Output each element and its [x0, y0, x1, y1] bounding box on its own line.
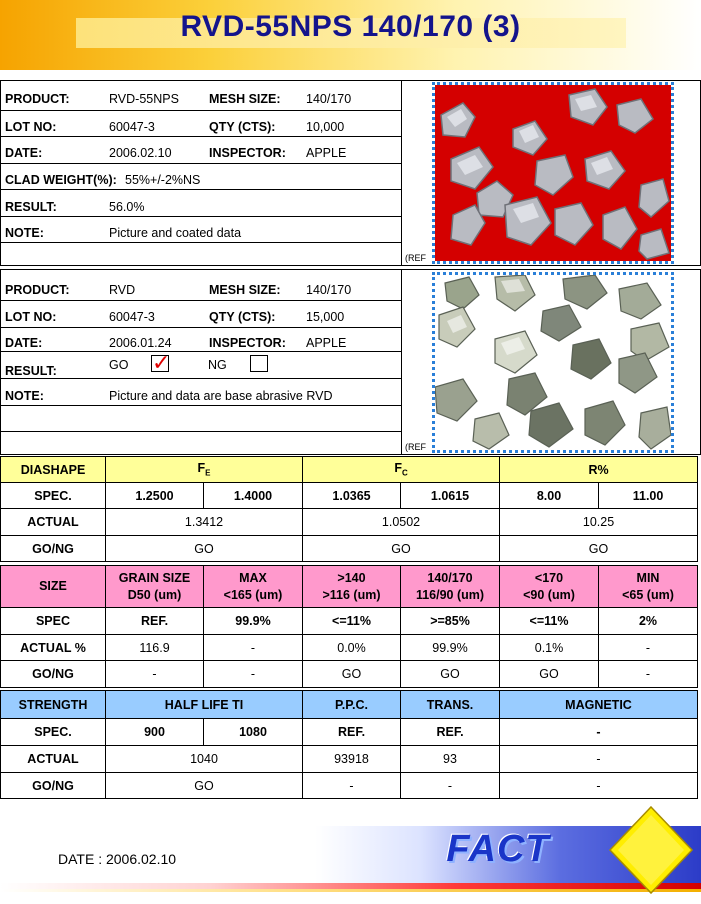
trans-header: TRANS.: [401, 691, 500, 719]
size-gong-row: [1, 661, 698, 688]
diamond-icon: [608, 805, 694, 895]
actual-cell: 0.1%: [500, 635, 599, 661]
col-title: <170: [534, 570, 564, 585]
spec-label: SPEC.: [1, 483, 106, 509]
actual-cell: -: [599, 635, 698, 661]
fc-subscript: C: [401, 468, 408, 478]
spec-cell: REF.: [401, 719, 500, 746]
col-title: >140: [337, 570, 366, 585]
coated-info-fields: [1, 81, 402, 265]
note-label: NOTE:: [5, 389, 44, 403]
base-row-lot: [1, 301, 401, 328]
strength-gong-row: [1, 773, 698, 799]
fact-logo: FACT: [446, 828, 550, 870]
ppc-header: P.P.C.: [303, 691, 401, 719]
gong-cell: GO: [303, 661, 401, 688]
gong-cell: -: [204, 661, 303, 688]
actual-cell: -: [204, 635, 303, 661]
spec-cell: <=11%: [500, 608, 599, 635]
fc-letter: F: [394, 461, 402, 476]
gong-cell: -: [401, 773, 500, 799]
note-label: NOTE:: [5, 226, 44, 240]
col-subtitle: <65 (um): [622, 587, 674, 602]
gong-cell: -: [106, 661, 204, 688]
base-ref-label: (REF: [405, 442, 426, 452]
gong-cell: -: [303, 773, 401, 799]
col-subtitle: 116/90 (um): [415, 587, 485, 602]
mesh-value: 140/170: [306, 92, 352, 106]
coated-row-lot: [1, 111, 401, 137]
actual-cell: 116.9: [106, 635, 204, 661]
gong-cell: -: [599, 661, 698, 688]
strength-table: [0, 690, 698, 799]
strength-header-row: [1, 691, 698, 719]
product-label: PRODUCT:: [5, 283, 70, 297]
size-col-header: [401, 566, 500, 608]
diashape-header-row: [1, 457, 698, 483]
spec-cell: 1.0365: [303, 483, 401, 509]
mesh-label: MESH SIZE:: [209, 92, 281, 106]
base-diamond-photo: [432, 272, 674, 453]
result-value: 56.0%: [109, 200, 145, 214]
go-label: GO: [109, 358, 129, 372]
footer-yellow-stripe: [0, 889, 701, 892]
actual-cell: -: [500, 746, 698, 773]
size-spec-row: [1, 608, 698, 635]
size-col-header: [500, 566, 599, 608]
spec-cell: 8.00: [500, 483, 599, 509]
clad-value: 55%+/-2%NS: [125, 173, 201, 187]
lot-value: 60047-3: [109, 120, 155, 134]
base-row-date: [1, 328, 401, 352]
size-col-header: [106, 566, 204, 608]
actual-cell: 10.25: [500, 509, 698, 536]
size-actual-row: [1, 635, 698, 661]
base-info-block: [0, 269, 701, 455]
actual-cell: 1.0502: [303, 509, 500, 536]
footer-date: DATE : 2006.02.10: [58, 851, 177, 867]
spec-cell: 1.4000: [204, 483, 303, 509]
col-title: 140/170: [427, 570, 473, 585]
spec-cell: 99.9%: [204, 608, 303, 635]
spec-cell: 2%: [599, 608, 698, 635]
spec-cell: REF.: [303, 719, 401, 746]
gong-cell: GO: [106, 773, 303, 799]
spec-cell: 1.2500: [106, 483, 204, 509]
diashape-actual-row: [1, 509, 698, 536]
clad-label: CLAD WEIGHT(%):: [5, 173, 117, 187]
mesh-label: MESH SIZE:: [209, 283, 281, 297]
base-row-result: [1, 352, 401, 379]
gong-cell: GO: [401, 661, 500, 688]
coated-diamond-image: [435, 85, 671, 261]
magnetic-header: MAGNETIC: [500, 691, 698, 719]
diashape-table: [0, 456, 698, 562]
actual-cell: 93: [401, 746, 500, 773]
base-row-note: [1, 379, 401, 406]
actual-cell: 99.9%: [401, 635, 500, 661]
gong-cell: -: [500, 773, 698, 799]
strength-header: STRENGTH: [1, 691, 106, 719]
page-title: RVD-55NPS 140/170 (3): [180, 10, 521, 43]
coated-row-note: [1, 217, 401, 243]
col-title: MIN: [636, 570, 660, 585]
actual-cell: 93918: [303, 746, 401, 773]
r-header: R%: [500, 457, 698, 483]
spec-cell: 11.00: [599, 483, 698, 509]
spec-cell: <=11%: [303, 608, 401, 635]
strength-spec-row: [1, 719, 698, 746]
fe-header: [106, 457, 303, 483]
actual-cell: 1040: [106, 746, 303, 773]
ng-label: NG: [208, 358, 227, 372]
spec-cell: 900: [106, 719, 204, 746]
qty-label: QTY (CTS):: [209, 310, 276, 324]
date-label: DATE:: [5, 336, 43, 350]
gong-cell: GO: [106, 536, 303, 562]
actual-label: ACTUAL %: [1, 635, 106, 661]
fc-header: [303, 457, 500, 483]
go-checkbox[interactable]: [151, 350, 171, 375]
gong-cell: GO: [500, 536, 698, 562]
mesh-value: 140/170: [306, 283, 352, 297]
actual-cell: 0.0%: [303, 635, 401, 661]
size-col-header: [204, 566, 303, 608]
inspector-label: INSPECTOR:: [209, 146, 286, 160]
date-label: DATE:: [5, 146, 43, 160]
size-header-row: [1, 566, 698, 608]
diashape-gong-row: [1, 536, 698, 562]
date-value: 2006.01.24: [109, 336, 172, 350]
gong-label: GO/NG: [1, 536, 106, 562]
lot-label: LOT NO:: [5, 310, 57, 324]
spec-cell: -: [500, 719, 698, 746]
result-label: RESULT:: [5, 200, 57, 214]
coated-diamond-photo: [432, 82, 674, 264]
base-info-fields: [1, 270, 402, 454]
col-subtitle: <90 (um): [523, 587, 575, 602]
coated-row-result: [1, 190, 401, 217]
col-subtitle: <165 (um): [223, 587, 283, 602]
diashape-header: DIASHAPE: [1, 457, 106, 483]
gong-cell: GO: [500, 661, 599, 688]
coated-row-clad: [1, 164, 401, 190]
size-header: SIZE: [1, 566, 106, 608]
gong-label: GO/NG: [1, 773, 106, 799]
size-col-header: [303, 566, 401, 608]
inspector-label: INSPECTOR:: [209, 336, 286, 350]
ng-checkbox[interactable]: [250, 355, 268, 372]
strength-actual-row: [1, 746, 698, 773]
result-label: RESULT:: [5, 364, 57, 378]
inspector-value: APPLE: [306, 146, 347, 160]
note-value: Picture and data are base abrasive RVD: [109, 389, 333, 403]
spec-label: SPEC: [1, 608, 106, 635]
gong-label: GO/NG: [1, 661, 106, 688]
spec-cell: REF.: [106, 608, 204, 635]
product-value: RVD-55NPS: [109, 92, 179, 106]
size-col-header: [599, 566, 698, 608]
qty-value: 10,000: [306, 120, 345, 134]
check-icon: ✓: [152, 350, 171, 375]
col-title: GRAIN SIZE: [118, 570, 191, 585]
note-value: Picture and coated data: [109, 226, 242, 240]
col-subtitle: D50 (um): [127, 587, 182, 602]
coated-row-product: [1, 81, 401, 111]
product-value: RVD: [109, 283, 136, 297]
lot-label: LOT NO:: [5, 120, 57, 134]
actual-cell: 1.3412: [106, 509, 303, 536]
diashape-spec-row: [1, 483, 698, 509]
col-title: MAX: [239, 570, 267, 585]
actual-label: ACTUAL: [1, 746, 106, 773]
base-row-blank: [1, 406, 401, 432]
spec-cell: 1.0615: [401, 483, 500, 509]
coated-info-block: [0, 80, 701, 266]
spec-cell: >=85%: [401, 608, 500, 635]
product-label: PRODUCT:: [5, 92, 70, 106]
coated-ref-label: (REF: [405, 253, 426, 263]
lot-value: 60047-3: [109, 310, 155, 324]
actual-label: ACTUAL: [1, 509, 106, 536]
coated-row-date: [1, 137, 401, 164]
spec-cell: 1080: [204, 719, 303, 746]
inspector-value: APPLE: [306, 336, 347, 350]
date-value: 2006.02.10: [109, 146, 172, 160]
base-diamond-image: [435, 275, 671, 450]
spec-label: SPEC.: [1, 719, 106, 746]
half-life-header: HALF LIFE TI: [106, 691, 303, 719]
qty-label: QTY (CTS):: [209, 120, 276, 134]
page-header: [0, 0, 701, 70]
fe-letter: F: [197, 461, 206, 476]
col-subtitle: >116 (um): [322, 587, 381, 602]
fe-subscript: E: [205, 468, 211, 478]
gong-cell: GO: [303, 536, 500, 562]
base-row-product: [1, 270, 401, 301]
qty-value: 15,000: [306, 310, 345, 324]
size-table: [0, 565, 698, 688]
